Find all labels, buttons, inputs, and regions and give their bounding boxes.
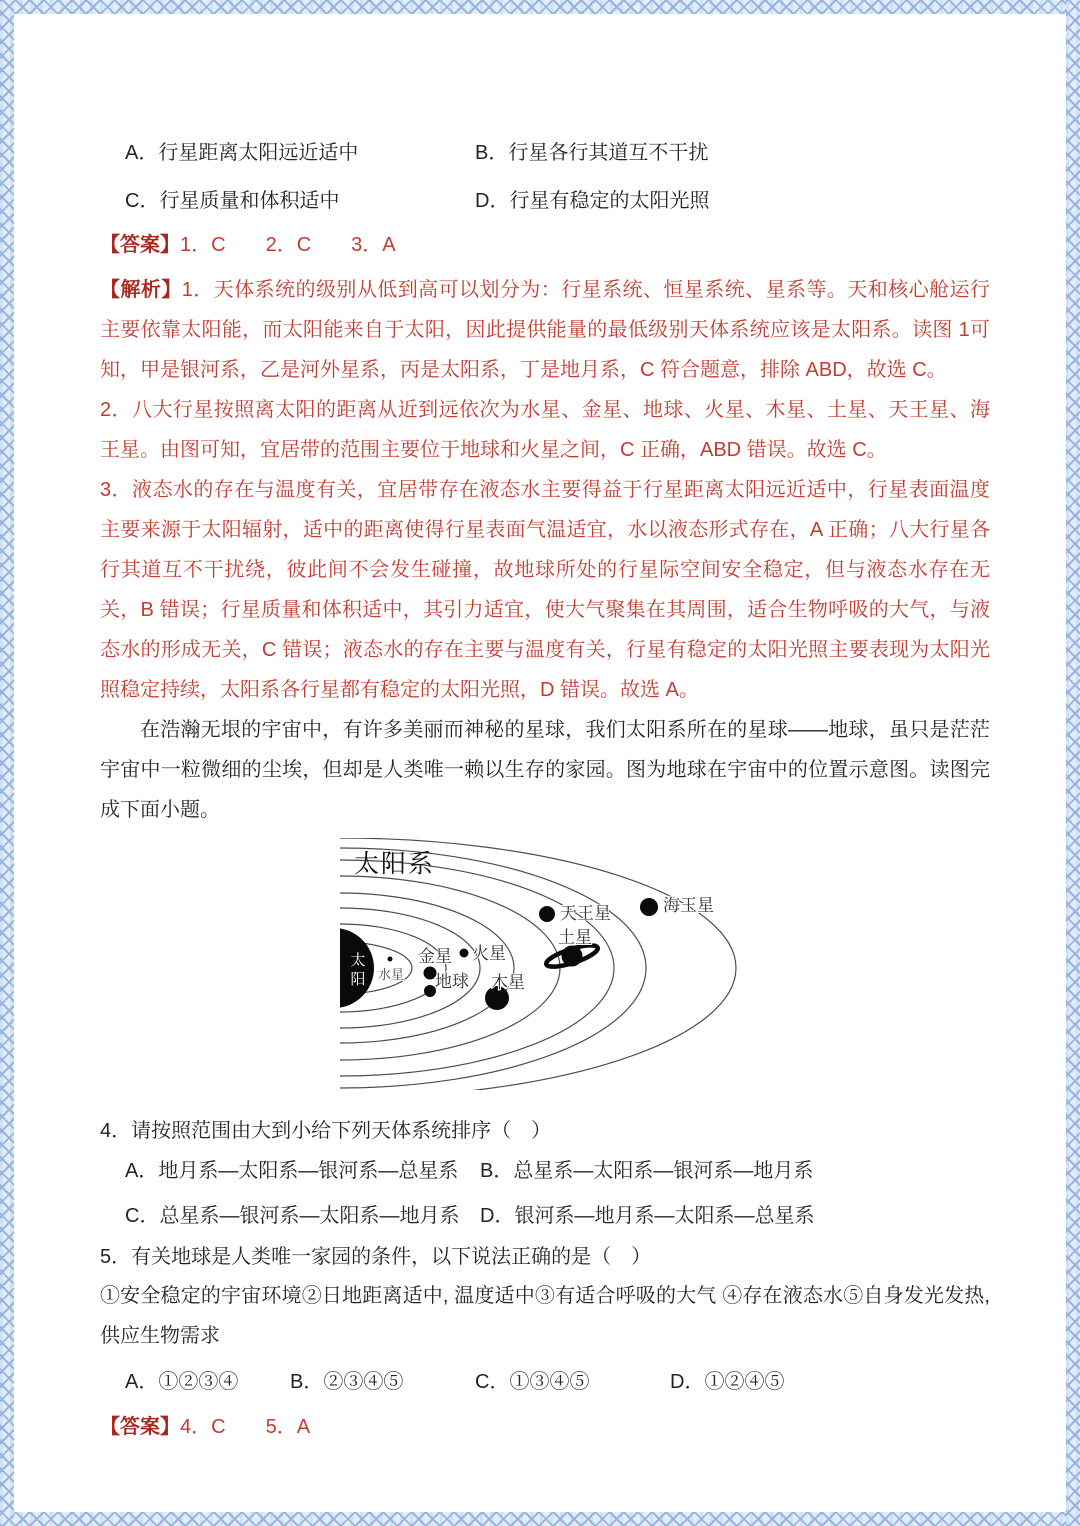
analysis-text-2: 2．八大行星按照离太阳的距离从近到远依次为水星、金星、地球、火星、木星、土星、天王星、海王星。由图可知，宜居带的范围主要位于地球和火星之间，C 正确，ABD 错误。故选 C。 — [100, 399, 990, 461]
q5-options-row — [100, 1356, 990, 1402]
q5-statements: ①安全稳定的宇宙环境②日地距离适中, 温度适中③有适合呼吸的大气 ④存在液态水⑤自身发光发热, 供应生物需求 — [100, 1285, 990, 1347]
saturn-dot — [562, 946, 583, 967]
answer-line-123 — [100, 230, 990, 260]
venus-label: 金星 — [418, 947, 452, 966]
document-page — [100, 126, 990, 1452]
mars-dot — [460, 949, 469, 958]
mars-label: 火星 — [472, 944, 506, 963]
q5-option-b: B．②③④⑤ — [290, 1370, 404, 1393]
analysis-section — [100, 270, 990, 710]
question-4: 4．请按照范围由大到小给下列天体系统排序（ ） — [100, 1120, 552, 1142]
answer-tag: 【答案】 — [100, 234, 180, 256]
option-c: C．行星质量和体积适中 — [125, 189, 340, 212]
analysis-paragraph-2 — [100, 390, 990, 470]
answer-line-45 — [100, 1412, 990, 1442]
decorative-border-left — [0, 0, 14, 1526]
q5-option-a: A．①②③④ — [125, 1370, 239, 1393]
answer-tag-45: 【答案】 — [100, 1416, 180, 1438]
figure-title: 太阳系 — [354, 850, 436, 878]
q4-options-row-ab — [100, 1146, 990, 1191]
earth-label: 地球 — [435, 972, 469, 991]
sun-label-char2: 阳 — [350, 971, 366, 988]
solar-system-svg — [340, 838, 972, 1090]
analysis-text-1: 1．天体系统的级别从低到高可以划分为：行星系统、恒星系统、星系等。天和核心舱运行主要依靠太阳能，而太阳能来自于太阳，因此提供能量的最低级别天体系统应该是太阳系。读图 1可知，甲是银河系，乙是河外星系，丙是太阳系，丁是地月系，C 符合题意，排除 ABD，故选 C。 — [100, 279, 991, 381]
options-row-cd — [100, 174, 990, 222]
neptune-dot — [640, 898, 658, 916]
decorative-border-top — [0, 0, 1080, 14]
q4-option-b: B．总星系—太阳系—银河系—地月系 — [480, 1160, 814, 1182]
options-row-ab — [100, 126, 990, 174]
q4-option-c: C．总星系—银河系—太阳系—地月系 — [125, 1205, 460, 1227]
decorative-border-bottom — [0, 1512, 1080, 1526]
analysis-paragraph-1 — [100, 270, 990, 390]
q4-options-row-cd — [100, 1191, 990, 1236]
q5-option-d: D．①②④⑤ — [670, 1370, 785, 1393]
saturn-label: 土星 — [558, 928, 592, 947]
q4-option-a: A．地月系—太阳系—银河系—总星系 — [125, 1160, 459, 1182]
neptune-label: 海王星 — [663, 896, 714, 915]
q4-option-d: D．银河系—地月系—太阳系—总星系 — [480, 1205, 815, 1227]
analysis-text-3: 3．液态水的存在与温度有关，宜居带存在液态水主要得益于行星距离太阳远近适中，行星表面温度主要来源于太阳辐射，适中的距离使得行星表面气温适宜，水以液态形式存在，A 正确；八大行星各行其道互不干扰绕，彼此间不会发生碰撞，故地球所处的行星际空间安全稳定，但与液态水存在无关，B 错误；行星质量和体积适中，其引力适宜，使大气聚集在其周围，适合生物呼吸的大气，与液态水的形成无关，C 错误；液态水的存在主要与温度有关，行星有稳定的太阳光照主要表现为太阳光照稳定持续，太阳系各行星都有稳定的太阳光照，D 错误。故选 A。 — [100, 479, 990, 701]
analysis-tag: 【解析】 — [100, 279, 182, 301]
answer-values-123: 1．C 2．C 3．A — [180, 234, 396, 256]
decorative-border-right — [1066, 0, 1080, 1526]
intro-paragraph: 在浩瀚无垠的宇宙中，有许多美丽而神秘的星球，我们太阳系所在的星球——地球，虽只是茫茫宇宙中一粒微细的尘埃，但却是人类唯一赖以生存的家园。图为地球在宇宙中的位置示意图。读图完成下面小题。 — [100, 719, 990, 821]
sun-label-char1: 太 — [350, 952, 366, 969]
q5-option-c: C．①③④⑤ — [475, 1370, 590, 1393]
analysis-paragraph-3 — [100, 470, 990, 710]
uranus-dot — [539, 906, 555, 922]
mercury-label: 水星 — [378, 967, 405, 982]
question-5: 5．有关地球是人类唯一家园的条件，以下说法正确的是（ ） — [100, 1246, 652, 1268]
option-a: A．行星距离太阳远近适中 — [125, 141, 359, 164]
mercury-dot — [388, 957, 393, 962]
answer-values-45: 4．C 5．A — [180, 1416, 311, 1438]
uranus-label: 天王星 — [560, 904, 611, 923]
option-b: B．行星各行其道互不干扰 — [475, 141, 709, 164]
jupiter-label: 木星 — [491, 973, 525, 992]
option-d: D．行星有稳定的太阳光照 — [475, 189, 710, 212]
solar-system-figure — [340, 838, 972, 1090]
